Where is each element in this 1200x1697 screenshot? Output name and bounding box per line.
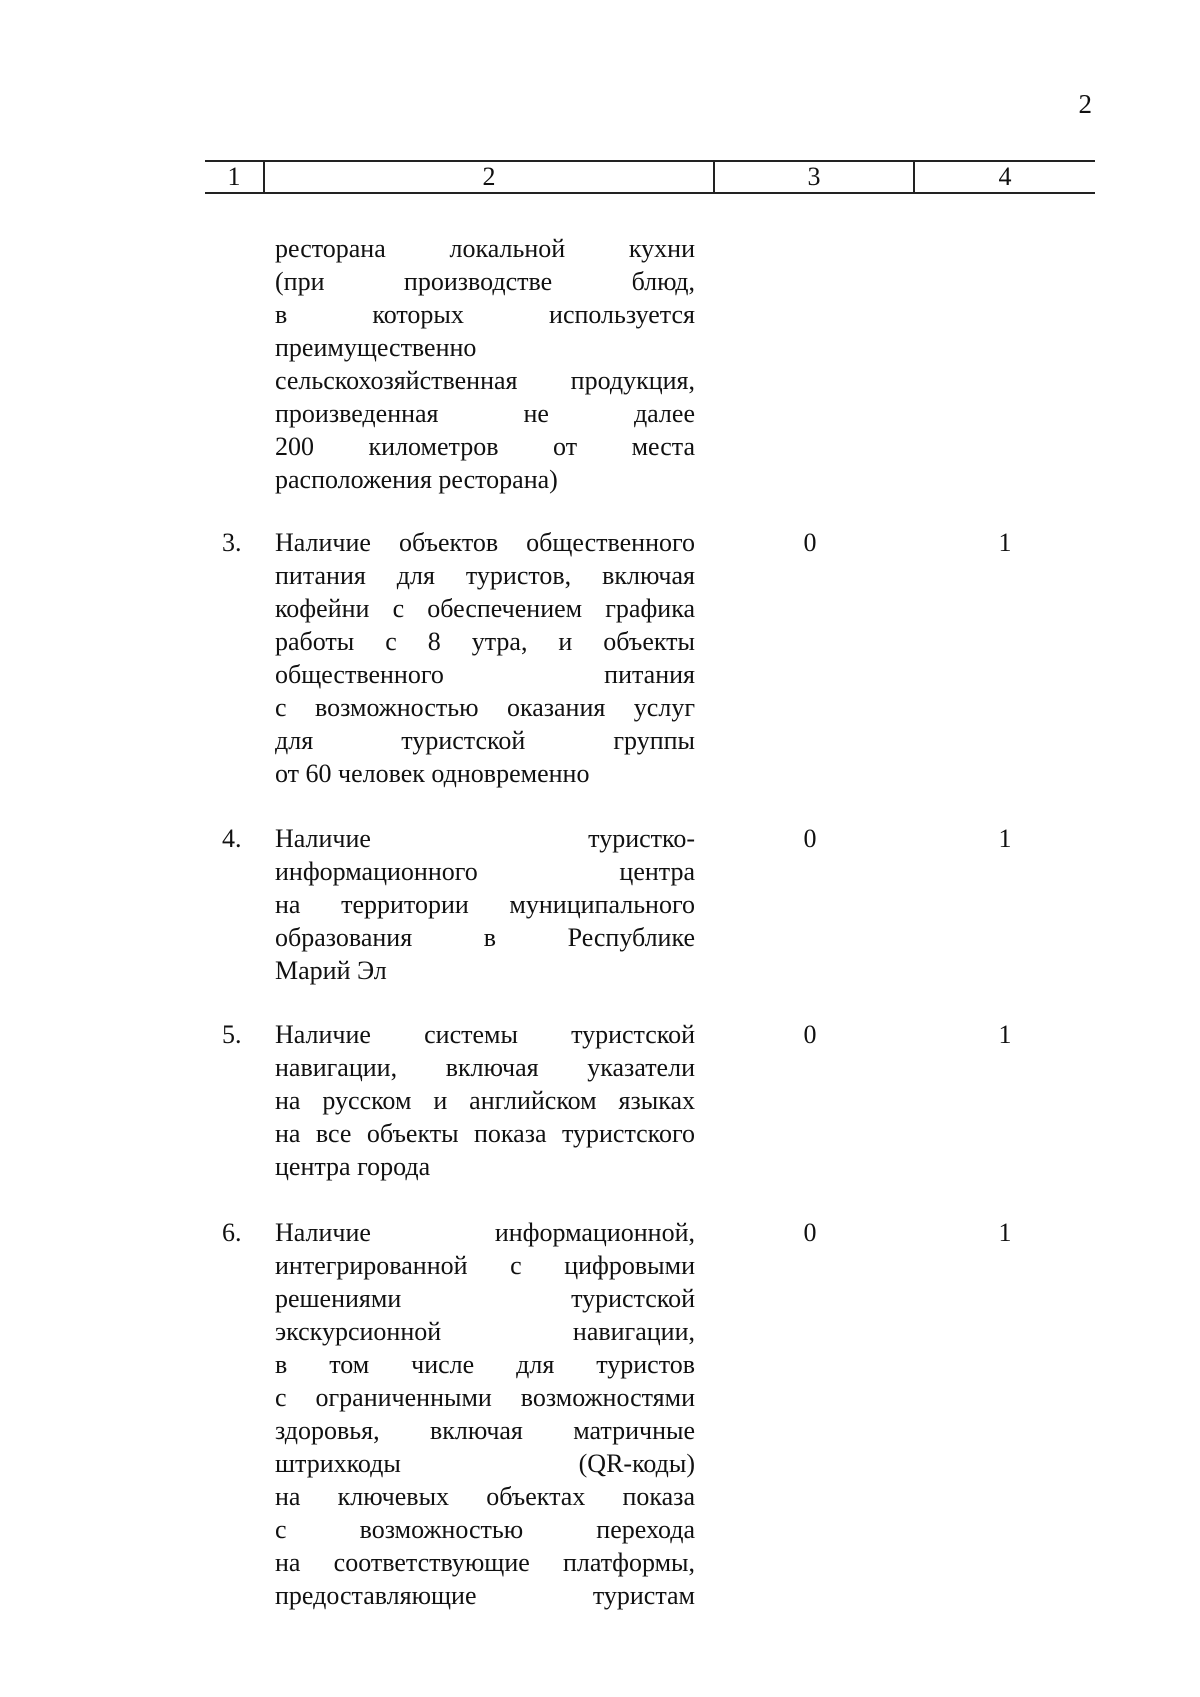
row-col3-value: 0 <box>803 1020 817 1049</box>
text-line: предоставляющие туристам <box>275 1581 695 1610</box>
text-line: навигации, включая указатели <box>275 1053 695 1082</box>
row-text <box>275 526 695 790</box>
text-line: центра города <box>275 1152 431 1181</box>
row-number: 5. <box>222 1020 242 1049</box>
text-line: (при производстве блюд, <box>275 267 695 296</box>
text-line: общественного питания <box>275 660 695 689</box>
text-line: на русском и английском языках <box>275 1086 695 1115</box>
text-line: на все объекты показа туристского <box>275 1119 695 1148</box>
text-line: от 60 человек одновременно <box>275 759 590 788</box>
text-line: информационного центра <box>275 857 695 886</box>
row-number: 4. <box>222 824 242 853</box>
row-text <box>275 232 695 496</box>
row-number: 3. <box>222 528 242 557</box>
text-line: экскурсионной навигации, <box>275 1317 695 1346</box>
text-line: 200 километров от места <box>275 432 695 461</box>
text-line: Марий Эл <box>275 956 387 985</box>
row-col4-value: 1 <box>998 1020 1012 1049</box>
text-line: на ключевых объектах показа <box>275 1482 695 1511</box>
text-line: интегрированной с цифровыми <box>275 1251 695 1280</box>
header-col-1: 1 <box>205 162 265 192</box>
text-line: в том числе для туристов <box>275 1350 695 1379</box>
text-line: ресторана локальной кухни <box>275 234 695 263</box>
row-col3-value: 0 <box>803 1218 817 1247</box>
text-line: питания для туристов, включая <box>275 561 695 590</box>
text-line: штрихкоды (QR-коды) <box>275 1449 695 1478</box>
text-line: на территории муниципального <box>275 890 695 919</box>
text-line: кофейни с обеспечением графика <box>275 594 695 623</box>
text-line: сельскохозяйственная продукция, <box>275 366 695 395</box>
text-line: Наличие системы туристской <box>275 1020 695 1049</box>
text-line: для туристской группы <box>275 726 695 755</box>
text-line: с возможностью перехода <box>275 1515 695 1544</box>
text-line: произведенная не далее <box>275 399 695 428</box>
text-line: образования в Республике <box>275 923 695 952</box>
row-col4-value: 1 <box>998 824 1012 853</box>
row-number: 6. <box>222 1218 242 1247</box>
row-text <box>275 1018 695 1183</box>
row-col4-value: 1 <box>998 528 1012 557</box>
row-text <box>275 822 695 987</box>
row-text <box>275 1216 695 1612</box>
row-col3-value: 0 <box>803 528 817 557</box>
text-line: работы с 8 утра, и объекты <box>275 627 695 656</box>
table-header <box>205 160 1095 194</box>
text-line: Наличие информационной, <box>275 1218 695 1247</box>
header-col-4: 4 <box>998 162 1012 191</box>
text-line: расположения ресторана) <box>275 465 558 494</box>
row-col4-value: 1 <box>998 1218 1012 1247</box>
text-line: Наличие объектов общественного <box>275 528 695 557</box>
text-line: Наличие туристко- <box>275 824 695 853</box>
text-line: в которых используется <box>275 300 695 329</box>
row-col3-value: 0 <box>803 824 817 853</box>
header-col-2: 2 <box>265 162 715 192</box>
header-col-3: 3 <box>715 162 915 192</box>
text-line: преимущественно <box>275 333 477 362</box>
page-number: 2 <box>1078 89 1092 119</box>
text-line: с ограниченными возможностями <box>275 1383 695 1412</box>
text-line: решениями туристской <box>275 1284 695 1313</box>
text-line: здоровья, включая матричные <box>275 1416 695 1445</box>
text-line: с возможностью оказания услуг <box>275 693 695 722</box>
text-line: на соответствующие платформы, <box>275 1548 695 1577</box>
